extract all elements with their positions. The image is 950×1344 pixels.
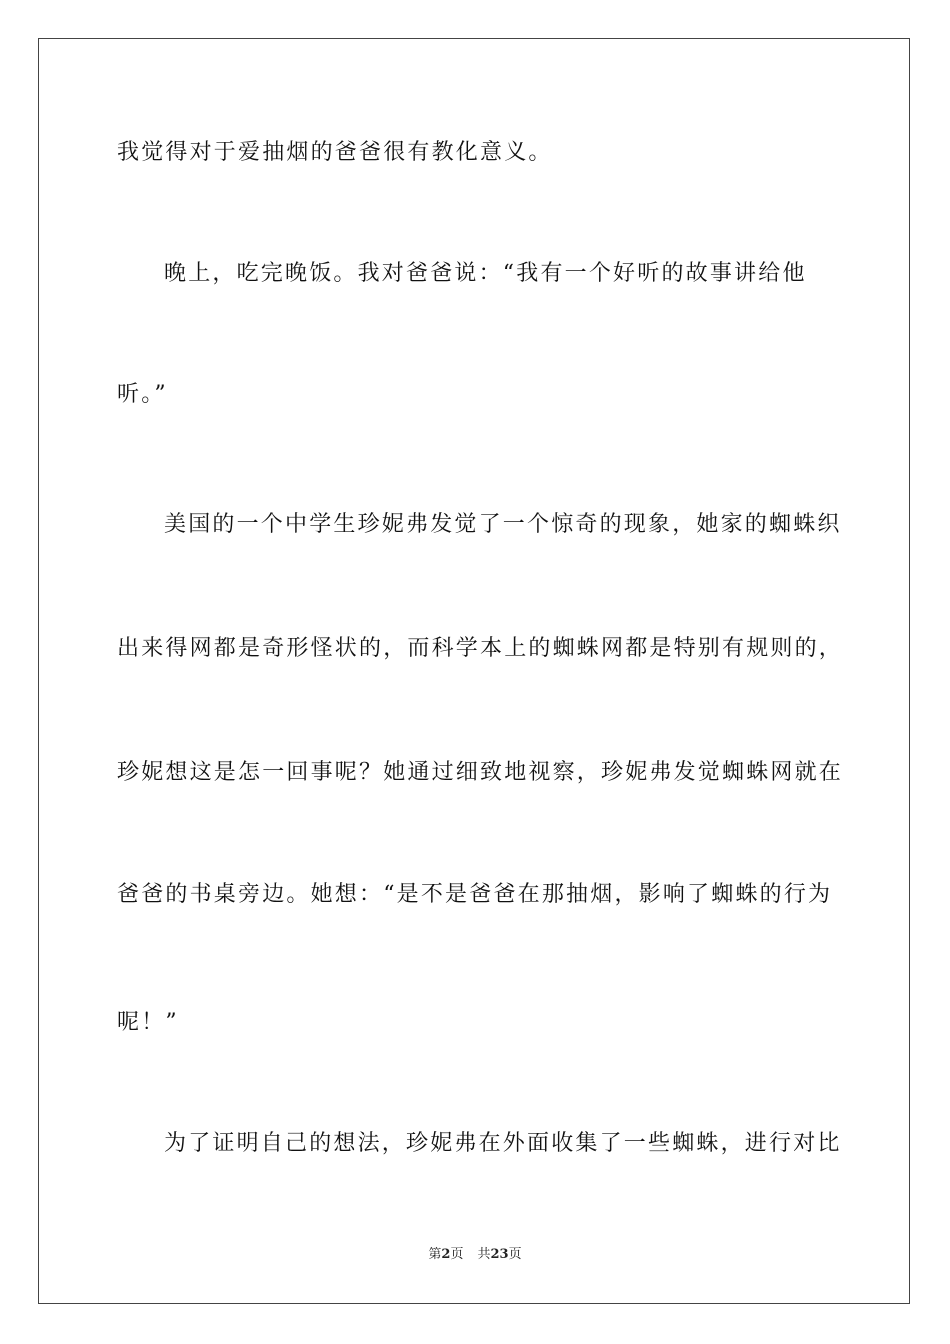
body-text-line: 出来得网都是奇形怪状的，而科学本上的蜘蛛网都是特别有规则的， — [117, 636, 844, 661]
page-suffix: 页 — [450, 1247, 464, 1262]
body-text-line: 珍妮想这是怎一回事呢？她通过细致地视察，珍妮弗发觉蜘蛛网就在 — [117, 760, 844, 785]
page-footer — [0, 1246, 950, 1264]
total-prefix: 共 — [477, 1247, 491, 1262]
body-text-line: 听。” — [117, 382, 168, 407]
body-text-line: 美国的一个中学生珍妮弗发觉了一个惊奇的现象，她家的蜘蛛织 — [164, 512, 842, 537]
body-text-line: 晚上，吃完晚饭。我对爸爸说：“我有一个好听的故事讲给他 — [164, 261, 807, 286]
body-text-line: 呢！” — [117, 1010, 179, 1035]
body-text-line: 为了证明自己的想法，珍妮弗在外面收集了一些蜘蛛，进行对比 — [164, 1131, 842, 1156]
page-prefix: 第 — [428, 1247, 442, 1262]
body-text-line: 我觉得对于爱抽烟的爸爸很有教化意义。 — [117, 140, 553, 165]
total-pages: 23 — [490, 1247, 509, 1262]
page-number: 2 — [441, 1247, 451, 1262]
body-text-line: 爸爸的书桌旁边。她想：“是不是爸爸在那抽烟，影响了蜘蛛的行为 — [117, 882, 833, 907]
total-suffix: 页 — [508, 1247, 522, 1262]
page-border — [38, 38, 910, 1304]
